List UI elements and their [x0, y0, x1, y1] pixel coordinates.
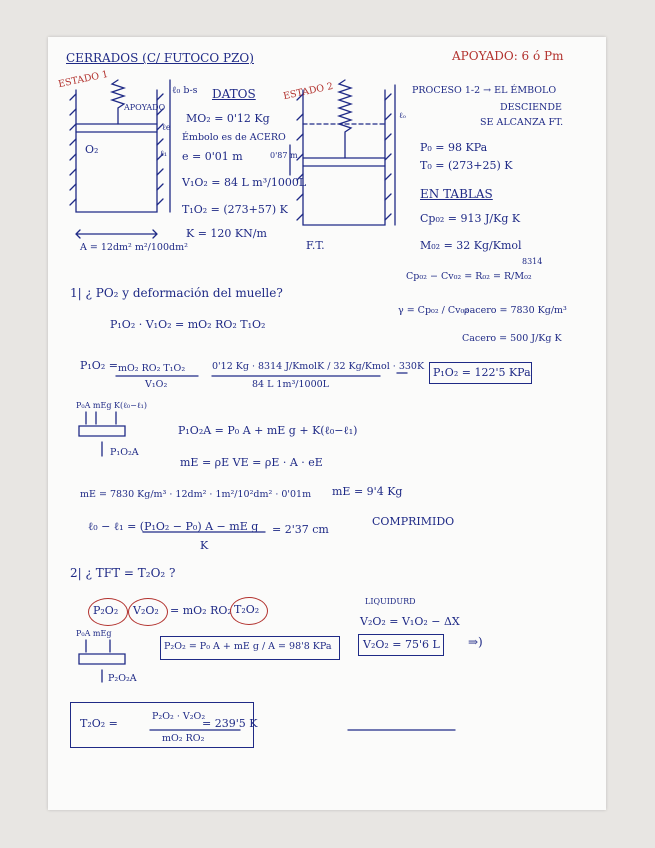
proceso-line: DESCIENDE	[500, 102, 562, 113]
rho-acero: ρacero = 7830 Kg/m³	[464, 305, 567, 316]
side-label: 0'87 m	[270, 151, 298, 160]
length-label: ℓ₀ b-s	[172, 85, 198, 96]
ideal-gas-eq: P₁O₂ · V₁O₂ = mO₂ RO₂ T₁O₂	[110, 318, 266, 331]
p2-result: P₂O₂ = P₀ A + mE g / A = 98'8 KPa	[164, 641, 332, 652]
gamma: γ = Cp₀₂ / Cv₀₂	[398, 305, 469, 316]
proceso-line: SE ALCANZA FT.	[480, 117, 564, 128]
fbd1-bottom: P₁O₂A	[110, 447, 139, 458]
part2-heading: 2| ¿ TFT = T₂O₂ ?	[70, 566, 176, 580]
datos-line: Émbolo es de ACERO	[182, 132, 286, 143]
datos-line: e = 0'01 m	[182, 150, 243, 163]
fbd2-bottom: P₂O₂A	[108, 673, 137, 684]
fbd2-forces: P₀A mEg	[76, 629, 112, 638]
deformation-result: = 2'37 cm	[272, 523, 329, 536]
datos-heading: DATOS	[212, 87, 256, 101]
p1-numeric-num: 0'12 Kg · 8314 J/KmolK / 32 Kg/Kmol · 330K	[212, 361, 425, 372]
part1-heading: 1| ¿ PO₂ y deformación del muelle?	[70, 286, 283, 300]
t2-result: = 239'5 K	[202, 717, 258, 730]
implies-arrow: ⇒)	[468, 635, 483, 649]
deformation-den: K	[200, 539, 209, 552]
c-acero: Cacero = 500 J/Kg K	[462, 333, 562, 344]
t2-lhs: T₂O₂ =	[80, 717, 118, 730]
page-title: CERRADOS (C/ FUTOCO PZO)	[66, 51, 254, 65]
proceso-line: PROCESO 1-2 → EL ÉMBOLO	[412, 85, 557, 96]
l1-label: ℓ₁	[160, 149, 168, 158]
p0-value: P₀ = 98 KPa	[420, 141, 488, 154]
p1-numeric-den: 84 L 1m³/1000L	[252, 379, 329, 390]
comprimido-note: COMPRIMIDO	[372, 515, 455, 528]
deformation-eq: ℓ₀ − ℓ₁ = (P₁O₂ − P₀) A − mE g	[88, 520, 259, 533]
p1-frac-den: V₁O₂	[145, 379, 168, 390]
p1-lhs: P₁O₂ =	[80, 359, 118, 372]
cp-value: Cp₀₂ = 913 J/Kg K	[420, 212, 521, 225]
p1-frac-num: mO₂ RO₂ T₁O₂	[118, 363, 186, 374]
eq-t2: T₂O₂	[234, 603, 260, 616]
chamber-label: O₂	[85, 143, 99, 156]
state2-label: ESTADO 2	[282, 80, 335, 103]
force-balance: P₁O₂A = P₀ A + mE g + K(ℓ₀−ℓ₁)	[178, 424, 358, 437]
t2-den: mO₂ RO₂	[162, 733, 205, 744]
cp-cv: Cp₀₂ − Cv₀₂ = R₀₂ = R/M₀₂	[406, 271, 532, 282]
ft-label: F.T.	[306, 239, 325, 252]
datos-line: MO₂ = 0'12 Kg	[186, 112, 270, 125]
molar-mass: M₀₂ = 32 Kg/Kmol	[420, 239, 522, 252]
le-label: ℓe	[162, 123, 171, 132]
state1-label: ESTADO 1	[57, 68, 110, 91]
spring-label: APOYADO	[124, 103, 166, 112]
r-constant: 8314	[522, 257, 543, 266]
eq-v2: V₂O₂	[133, 604, 159, 617]
p1-result: P₁O₂ = 122'5 KPa	[433, 366, 531, 379]
liquid-note: LIQUIDURD	[365, 597, 416, 606]
eq-mid: = mO₂ RO₂	[170, 604, 232, 617]
fbd1-forces: P₀A mEg K(ℓ₀−ℓ₁)	[76, 401, 147, 410]
datos-line: T₁O₂ = (273+57) K	[182, 203, 288, 216]
area-label: A = 12dm² m²/100dm²	[80, 242, 188, 253]
t0-value: T₀ = (273+25) K	[420, 159, 513, 172]
datos-line: K = 120 KN/m	[186, 227, 267, 240]
top-right-note: APOYADO: 6 ó Pm	[452, 49, 564, 63]
tablas-heading: EN TABLAS	[420, 187, 493, 201]
v2-eq: V₂O₂ = V₁O₂ − ΔX	[360, 615, 460, 628]
v2-result: V₂O₂ = 75'6 L	[363, 638, 440, 651]
mass-result: mE = 9'4 Kg	[332, 485, 403, 498]
mass-calc: mE = 7830 Kg/m³ · 12dm² · 1m²/10²dm² · 0'01m	[80, 489, 312, 500]
lo-label: ℓₒ	[399, 111, 406, 120]
t2-num: P₂O₂ · V₂O₂	[152, 711, 206, 722]
eq-p2: P₂O₂	[93, 604, 119, 617]
mass-embolo: mE = ρE VE = ρE · A · eE	[180, 456, 323, 469]
datos-line: V₁O₂ = 84 L m³/1000L	[182, 176, 307, 189]
